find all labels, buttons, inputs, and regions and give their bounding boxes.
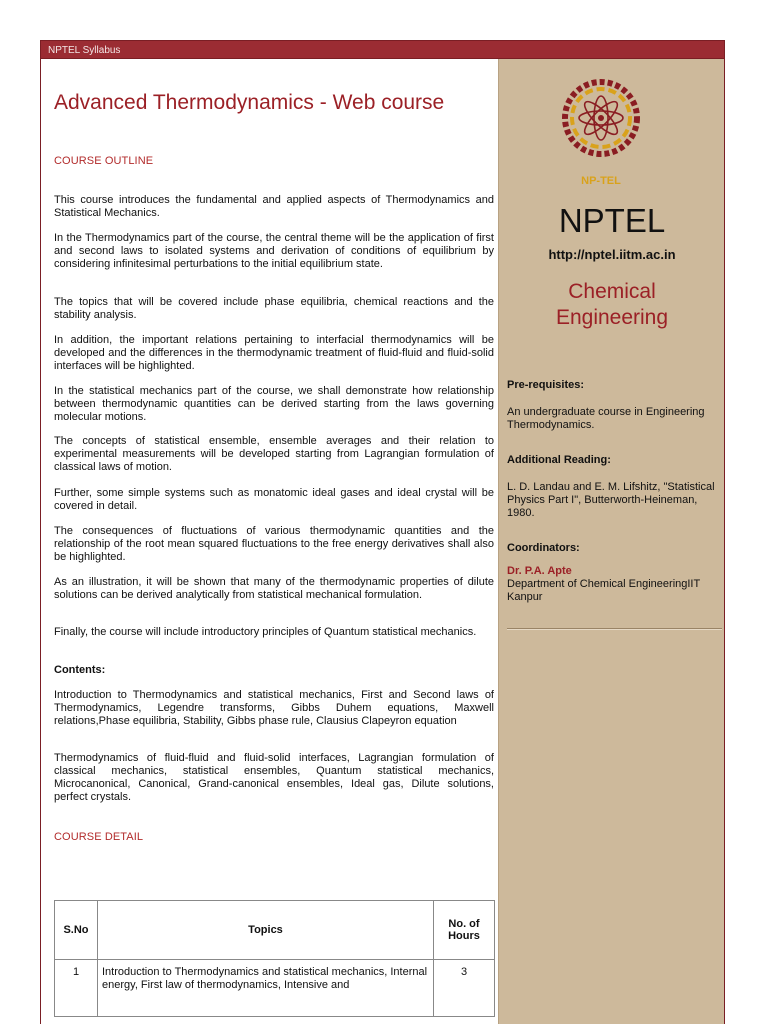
header-hours: No. of Hours: [434, 901, 495, 960]
main-content: [41, 59, 498, 1024]
course-detail-heading: COURSE DETAIL: [54, 831, 144, 843]
table-header-row: [55, 901, 495, 960]
prereq-text: An undergraduate course in Engineering Thermodynamics.: [507, 406, 705, 431]
cell-hours: 3: [434, 960, 495, 1017]
cell-sno: 1: [55, 960, 98, 1017]
nptel-url-link[interactable]: http://nptel.iitm.ac.in: [548, 247, 676, 262]
outline-paragraph: The concepts of statistical ensemble, ensemble averages and their relation to experimental measurements will be developed starting from Lagrangian formulation of classical laws of motion.: [54, 435, 494, 473]
top-bar-label: NPTEL Syllabus: [48, 45, 121, 56]
prereq-heading: Pre-requisites:: [507, 379, 585, 391]
outline-paragraph: Further, some simple systems such as monatomic ideal gases and ideal crystal will be covered in detail.: [54, 487, 494, 512]
header-sno: S.No: [55, 901, 98, 960]
table-row: [55, 960, 495, 1017]
sidebar: [498, 59, 724, 1024]
outline-paragraph: The topics that will be covered include phase equilibria, chemical reactions and the stability analysis.: [54, 296, 494, 321]
coordinator-name: Dr. P.A. Apte: [507, 565, 572, 577]
outline-paragraph: As an illustration, it will be shown that many of the thermodynamic properties of dilute solutions can be derived analytically from statistical mechanical formulation.: [54, 576, 494, 601]
course-detail-table: [54, 900, 495, 1017]
reading-heading: Additional Reading:: [507, 454, 611, 466]
course-outline-heading: COURSE OUTLINE: [54, 155, 154, 167]
contents-paragraph: Thermodynamics of fluid-fluid and fluid-solid interfaces, Lagrangian formulation of classical mechanics, statistical ensembles, Quantum statistical mechanics, Microcanonical, Canonical, Grand-canonical ensembles, Ideal gas, Dilute solutions, perfect crystals.: [54, 752, 494, 803]
header-topics: Topics: [98, 901, 434, 960]
contents-heading: Contents:: [54, 664, 106, 676]
reading-text: L. D. Landau and E. M. Lifshitz, "Statistical Physics Part I", Butterworth-Heineman, 1980.: [507, 481, 715, 519]
coordinators-heading: Coordinators:: [507, 542, 580, 554]
outline-paragraph: This course introduces the fundamental and applied aspects of Thermodynamics and Statistical Mechanics.: [54, 194, 494, 219]
page-title: Advanced Thermodynamics - Web course: [54, 91, 445, 114]
outline-paragraph: Finally, the course will include introductory principles of Quantum statistical mechanics.: [54, 626, 477, 638]
top-bar: [41, 40, 724, 59]
outline-paragraph: The consequences of fluctuations of various thermodynamic quantities and the relationship of the root mean squared fluctuations to the free energy derivatives shall also be highlighted.: [54, 525, 494, 563]
contents-paragraph: Introduction to Thermodynamics and statistical mechanics, First and Second laws of Thermodynamics, Legendre transforms, Gibbs Duhem equations, Maxwell relations,Phase equilibria, Stability, Gibbs phase rule, Clausius Clapeyron equation: [54, 689, 494, 727]
discipline-line-1: Chemical: [568, 280, 656, 303]
cell-topic: Introduction to Thermodynamics and statistical mechanics, Internal energy, First law of thermodynamics, Intensive and: [98, 960, 434, 1017]
outline-paragraph: In the Thermodynamics part of the course, the central theme will be the application of first and second laws to isolated systems and derivation of conditions of equilibrium by considering infinitesimal perturbations to the initial equilibrium state.: [54, 232, 494, 270]
outline-paragraph: In the statistical mechanics part of the course, we shall demonstrate how relationship between thermodynamic quantities can be derived starting from the laws governing molecular motions.: [54, 385, 494, 423]
brand-name: NPTEL: [558, 202, 666, 239]
coordinator-dept: Department of Chemical EngineeringIIT Kanpur: [507, 578, 701, 603]
syllabus-page: [40, 40, 725, 1024]
logo-text: NP-TEL: [581, 175, 621, 187]
outline-paragraph: In addition, the important relations pertaining to interfacial thermodynamics will be developed and the differences in the thermodynamic treatment of fluid-fluid and fluid-solid interfaces will be highlighted.: [54, 334, 494, 372]
discipline-line-2: Engineering: [555, 306, 669, 329]
nptel-logo-icon: [561, 78, 641, 190]
sidebar-divider: [507, 628, 722, 630]
